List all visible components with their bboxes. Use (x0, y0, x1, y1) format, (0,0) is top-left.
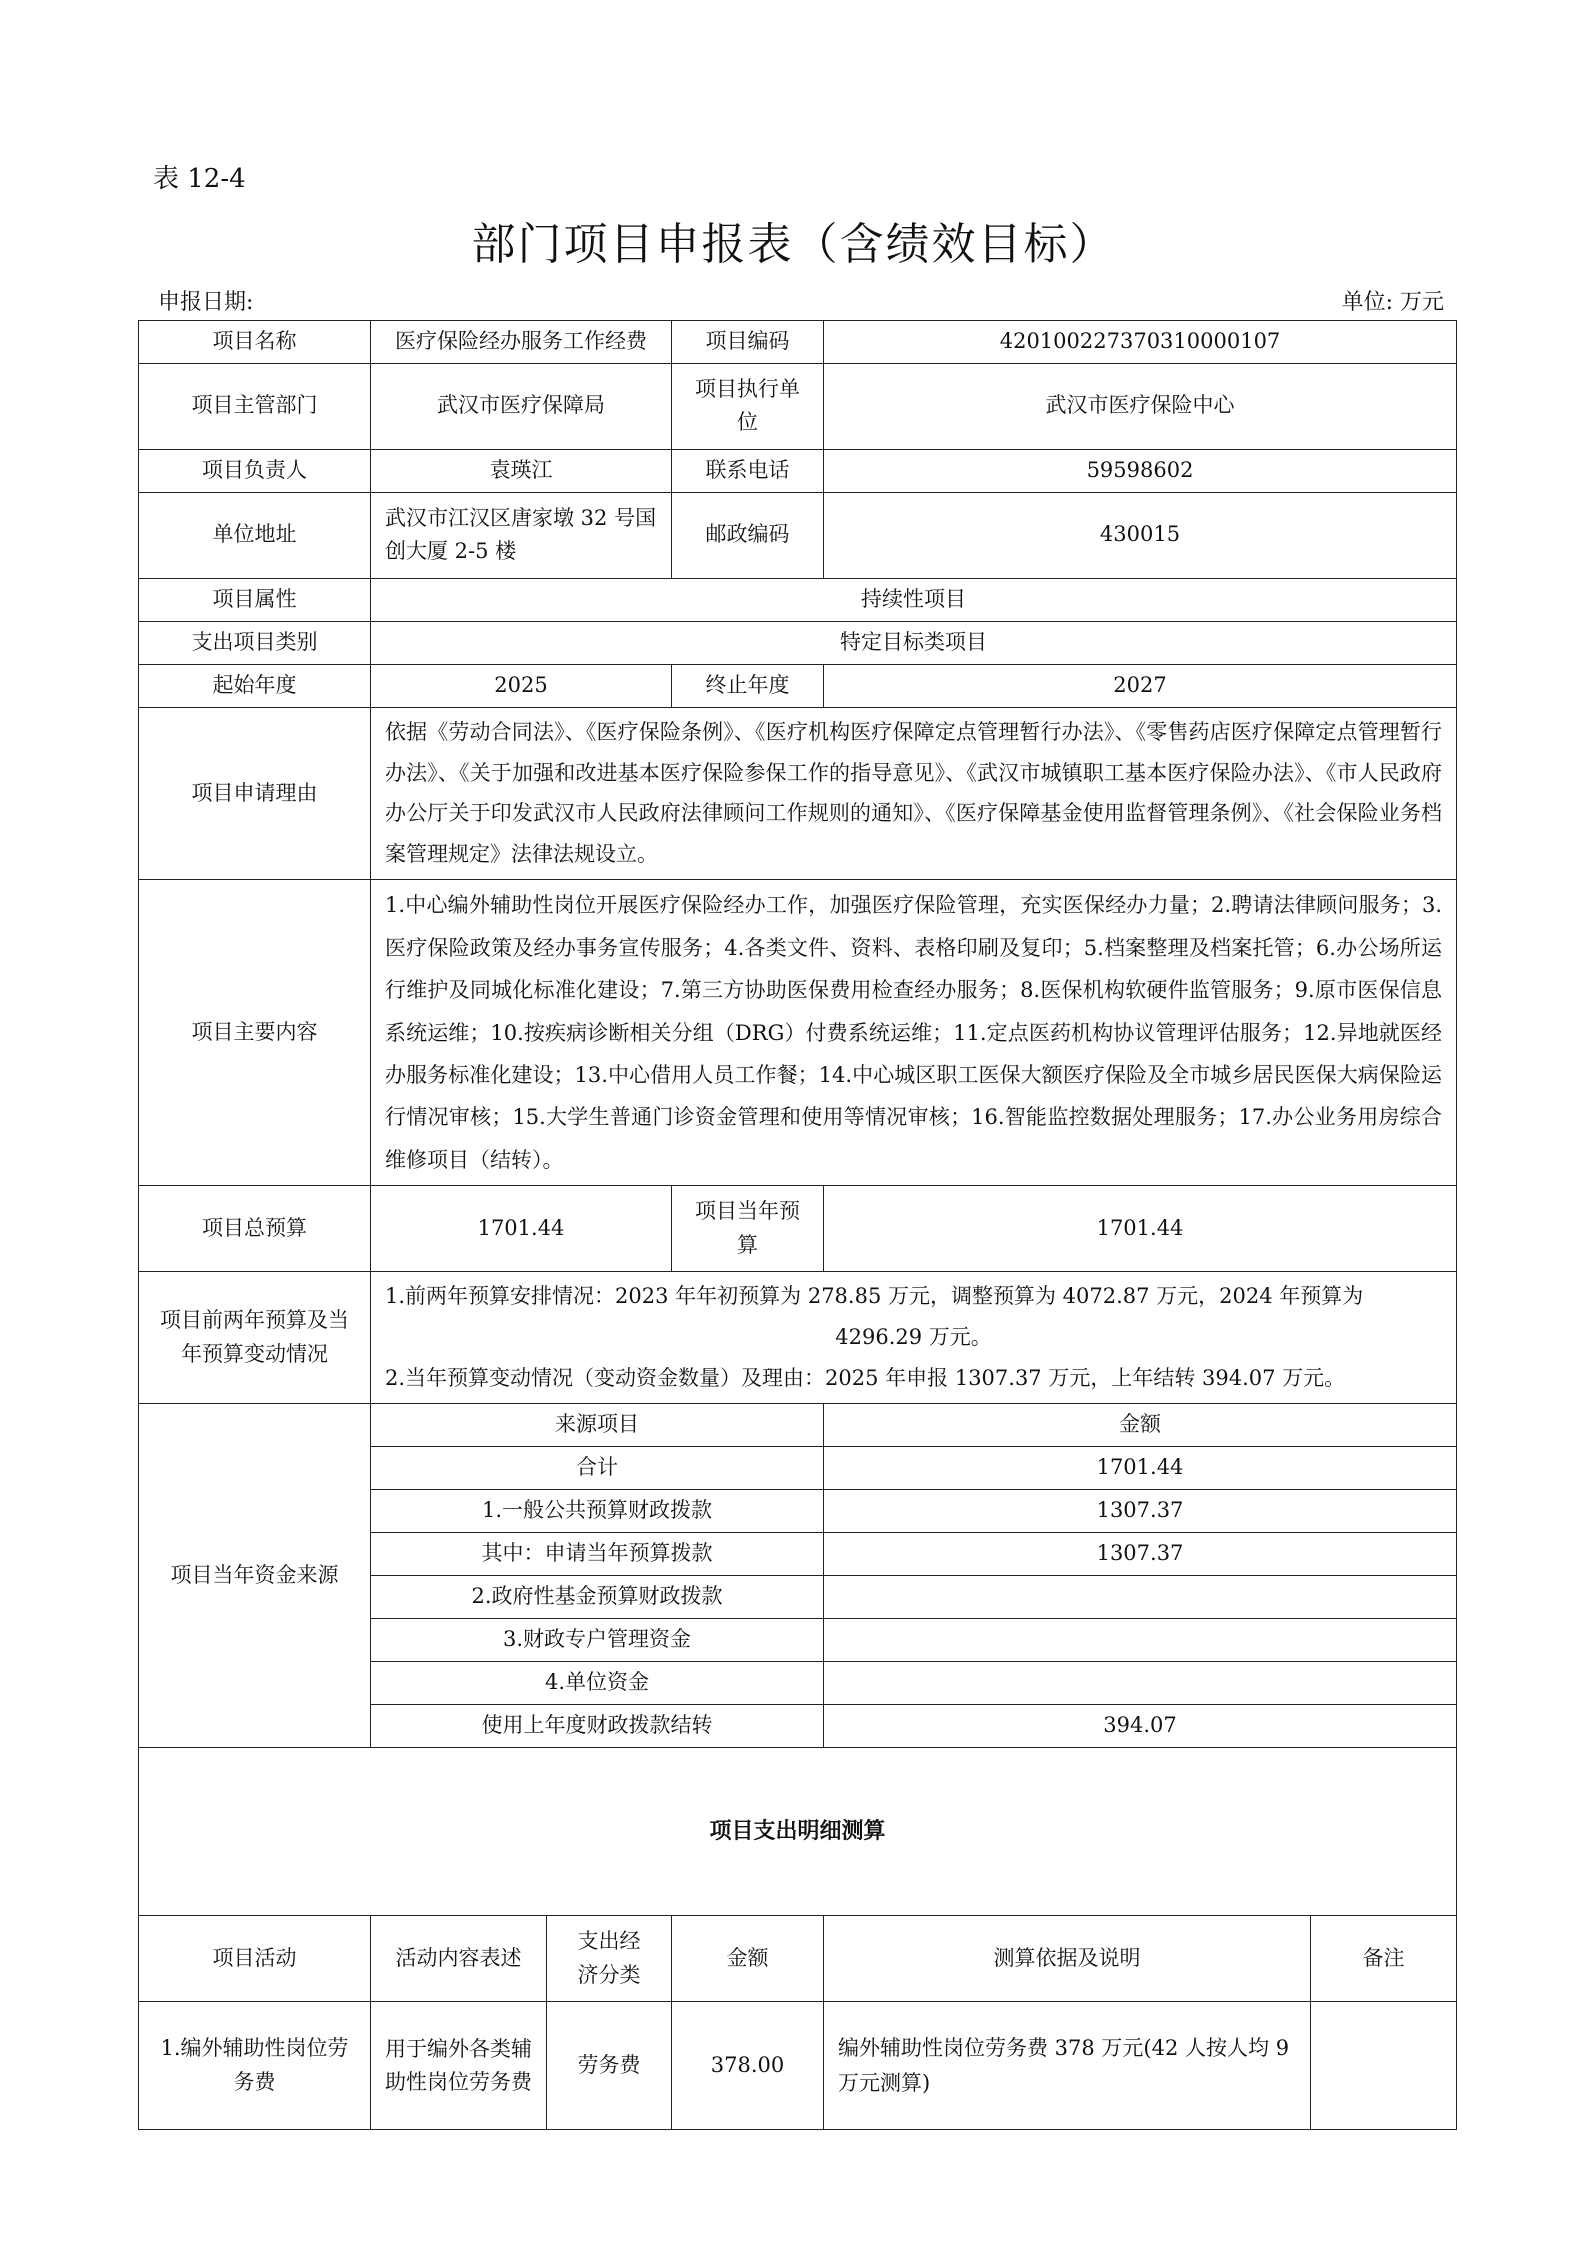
prior-budget-label: 项目前两年预算及当年预算变动情况 (139, 1272, 371, 1404)
row-budget (139, 1186, 1457, 1272)
category-value: 特定目标类项目 (371, 621, 1457, 664)
funding-source: 3.财政专户管理资金 (371, 1619, 824, 1662)
detail-title-row (139, 1748, 1457, 1916)
project-name-label: 项目名称 (139, 321, 371, 364)
funding-source: 其中：申请当年预算拨款 (371, 1533, 824, 1576)
funding-amount: 1701.44 (824, 1447, 1457, 1490)
detail-header-activity: 项目活动 (139, 1916, 371, 2002)
attribute-label: 项目属性 (139, 578, 371, 621)
detail-row (139, 2002, 1457, 2130)
report-date-label: 申报日期: (158, 290, 254, 315)
start-year-label: 起始年度 (139, 664, 371, 707)
address-label: 单位地址 (139, 492, 371, 578)
exec-unit-value: 武汉市医疗保险中心 (824, 363, 1457, 449)
reason-text: 依据《劳动合同法》、《医疗保险条例》、《医疗机构医疗保障定点管理暂行办法》、《零售药店医疗保障定点管理暂行办法》、《关于加强和改进基本医疗保险参保工作的指导意见》、《武汉市城镇职工基本医疗保险办法》、《市人民政府办公厅关于印发武汉市人民政府法律顾问工作规则的通知》、《医疗保障基金使用监督管理条例》、《社会保险业务档案管理规定》法律法规设立。 (385, 719, 1443, 867)
start-year-value: 2025 (371, 664, 672, 707)
postcode-value: 430015 (824, 492, 1457, 578)
total-budget-label: 项目总预算 (139, 1186, 371, 1272)
prior-line-1a: 1.前两年预算安排情况：2023 年年初预算为 278.85 万元，调整预算为 4072.87 万元，2024 年预算为 (385, 1284, 1364, 1309)
funding-header-row (139, 1404, 1457, 1447)
supervisor-dept-label: 项目主管部门 (139, 363, 371, 449)
funding-amount: 1307.37 (824, 1533, 1457, 1576)
row-manager (139, 449, 1457, 492)
prior-line-1b: 4296.29 万元。 (835, 1325, 992, 1350)
detail-header-remark: 备注 (1311, 1916, 1457, 2002)
row-departments (139, 363, 1457, 449)
exec-unit-label: 项目执行单位 (672, 363, 824, 449)
row-project-name (139, 321, 1457, 364)
project-report-table (138, 320, 1457, 2130)
detail-header-row (139, 1916, 1457, 2002)
detail-header-amount: 金额 (672, 1916, 824, 2002)
row-category (139, 621, 1457, 664)
table-number: 表 12-4 (153, 164, 246, 194)
detail-description: 用于编外各类辅助性岗位劳务费 (371, 2002, 547, 2130)
phone-value: 59598602 (824, 449, 1457, 492)
detail-header-description: 活动内容表述 (371, 1916, 547, 2002)
funding-amount (824, 1576, 1457, 1619)
prior-line-2: 2.当年预算变动情况（变动资金数量）及理由：2025 年申报 1307.37 万元，上年结转 394.07 万元。 (385, 1366, 1346, 1391)
detail-amount: 378.00 (672, 2002, 824, 2130)
funding-amount: 1307.37 (824, 1490, 1457, 1533)
category-label: 支出项目类别 (139, 621, 371, 664)
detail-activity: 1.编外辅助性岗位劳务费 (139, 2002, 371, 2130)
attribute-value: 持续性项目 (371, 578, 1457, 621)
supervisor-dept-value: 武汉市医疗保障局 (371, 363, 672, 449)
end-year-label: 终止年度 (672, 664, 824, 707)
funding-source: 2.政府性基金预算财政拨款 (371, 1576, 824, 1619)
manager-label: 项目负责人 (139, 449, 371, 492)
row-address (139, 492, 1457, 578)
detail-section-title: 项目支出明细测算 (139, 1748, 1457, 1916)
total-budget-value: 1701.44 (371, 1186, 672, 1272)
page-title: 部门项目申报表（含绩效目标） (471, 219, 1116, 270)
content-text: 1.中心编外辅助性岗位开展医疗保险经办工作，加强医疗保险管理，充实医保经办力量；2.聘请法律顾问服务；3.医疗保险政策及经办事务宣传服务；4.各类文件、资料、表格印刷及复印；5.档案整理及档案托管；6.办公场所运行维护及同城化标准化建设；7.第三方协助医保费用检查经办服务；8.医保机构软硬件监管服务；9.原市医保信息系统运维；10.按疾病诊断相关分组（DRG）付费系统运维；11.定点医药机构协议管理评估服务；12.异地就医经办服务标准化建设；13.中心借用人员工作餐；14.中心城区职工医保大额医疗保险及全市城乡居民医保大病保险运行情况审核；15.大学生普通门诊资金管理和使用等情况审核；16.智能监控数据处理服务；17.办公业务用房综合维修项目（结转）。 (385, 893, 1443, 1172)
reason-label: 项目申请理由 (139, 707, 371, 880)
current-budget-label: 项目当年预算 (672, 1186, 824, 1272)
detail-header-econ: 支出经济分类 (547, 1916, 672, 2002)
row-content (139, 880, 1457, 1186)
detail-basis: 编外辅助性岗位劳务费 378 万元(42 人按人均 9 万元测算) (824, 2002, 1311, 2130)
funding-amount (824, 1619, 1457, 1662)
row-attribute (139, 578, 1457, 621)
manager-value: 袁瑛江 (371, 449, 672, 492)
funding-label: 项目当年资金来源 (139, 1404, 371, 1748)
funding-source: 4.单位资金 (371, 1662, 824, 1705)
content-label: 项目主要内容 (139, 880, 371, 1186)
current-budget-value: 1701.44 (824, 1186, 1457, 1272)
funding-amount (824, 1662, 1457, 1705)
detail-header-basis: 测算依据及说明 (824, 1916, 1311, 2002)
funding-amount-header: 金额 (824, 1404, 1457, 1447)
project-code-label: 项目编码 (672, 321, 824, 364)
address-value: 武汉市江汉区唐家墩 32 号国创大厦 2-5 楼 (371, 492, 672, 578)
funding-source: 合计 (371, 1447, 824, 1490)
phone-label: 联系电话 (672, 449, 824, 492)
unit-label: 单位: 万元 (1341, 290, 1444, 315)
end-year-value: 2027 (824, 664, 1457, 707)
detail-econ: 劳务费 (547, 2002, 672, 2130)
row-prior-budget (139, 1272, 1457, 1404)
row-years (139, 664, 1457, 707)
project-name-value: 医疗保险经办服务工作经费 (371, 321, 672, 364)
row-reason (139, 707, 1457, 880)
detail-remark (1311, 2002, 1457, 2130)
funding-amount: 394.07 (824, 1705, 1457, 1748)
postcode-label: 邮政编码 (672, 492, 824, 578)
funding-source: 1.一般公共预算财政拨款 (371, 1490, 824, 1533)
funding-source-header: 来源项目 (371, 1404, 824, 1447)
funding-source: 使用上年度财政拨款结转 (371, 1705, 824, 1748)
project-code-value: 420100227370310000107 (824, 321, 1457, 364)
